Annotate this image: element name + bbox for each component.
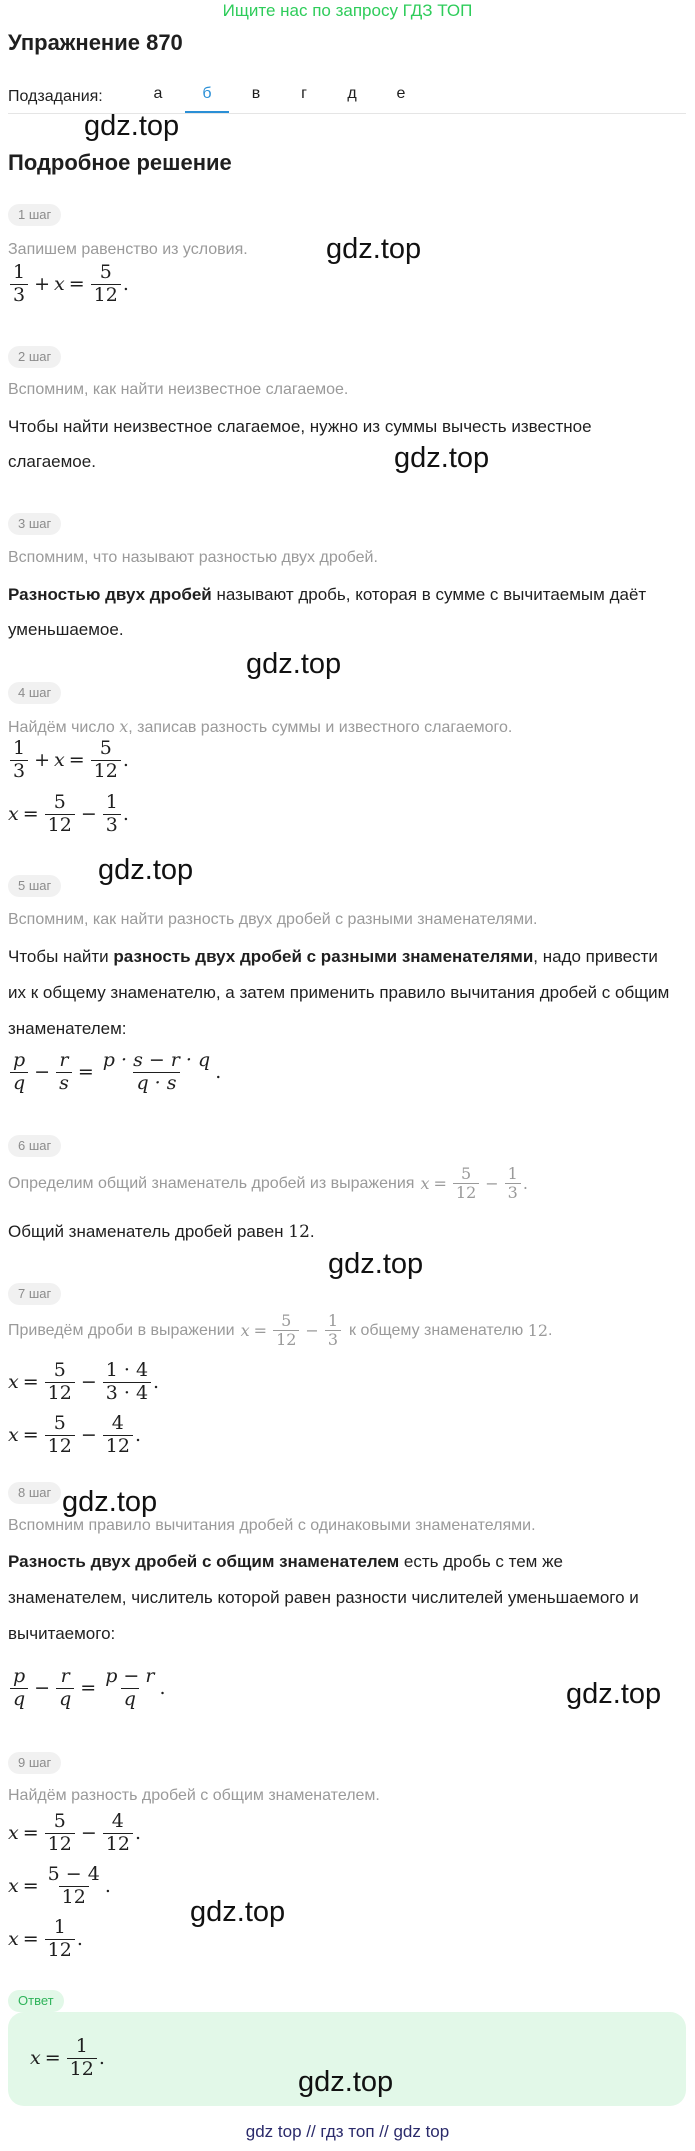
tab-e[interactable]: е xyxy=(396,85,406,102)
tab-b[interactable]: б xyxy=(185,85,229,113)
answer-formula: x = $\frac{1}{12}$ . xyxy=(30,2035,105,2080)
watermark: gdz.top xyxy=(298,2066,394,2098)
watermark: gdz.top xyxy=(62,1486,158,1518)
step-hint: Приведём дроби в выражении x = $\frac{5}{12}$ − $\frac{1}{3}$ к общему знаменателю 12 . xyxy=(8,1311,553,1350)
top-banner[interactable]: Ищите нас по запросу ГДЗ ТОП xyxy=(222,1,473,20)
rule-formula: $\frac{p}{q}$ − $\frac{r}{q}$ = $\frac{p - r}{q}$ . xyxy=(8,1666,165,1711)
step-hint: Запишем равенство из условия. xyxy=(8,241,248,258)
page-title: Упражнение 870 xyxy=(8,30,183,55)
step-hint: Вспомним, как найти разность двух дробей с разными знаменателями. xyxy=(8,911,538,928)
bold-term: разность двух дробей с разными знаменателями xyxy=(113,947,534,966)
watermark: gdz.top xyxy=(328,1248,424,1280)
watermark: gdz.top xyxy=(190,1896,286,1928)
equation: $\frac{1}{3}$ + x = $\frac{5}{12}$ . xyxy=(8,738,129,783)
step-hint: Вспомним, как найти неизвестное слагаемое. xyxy=(8,381,349,398)
rule-formula: $\frac{p}{q}$ − $\frac{r}{s}$ = $\frac{p \cdot s - r \cdot q}{q \cdot s}$ . xyxy=(8,1050,221,1095)
watermark: gdz.top xyxy=(394,442,490,474)
footer-links[interactable]: gdz top // гдз топ // gdz top xyxy=(245,2122,450,2141)
step-text: Общий знаменатель дробей равен 12. xyxy=(8,1222,315,1242)
watermark: gdz.top xyxy=(326,233,422,265)
tab-g[interactable]: г xyxy=(301,85,307,102)
equation: x = $\frac{5}{12}$ − $\frac{1 \cdot 4}{3 \cdot 4}$ . xyxy=(8,1359,160,1404)
step-hint: Вспомним правило вычитания дробей с одинаковыми знаменателями. xyxy=(8,1517,536,1534)
section-title: Подробное решение xyxy=(8,150,232,175)
tab-d[interactable]: д xyxy=(347,85,357,102)
equation: x = $\frac{5}{12}$ − $\frac{4}{12}$ . xyxy=(8,1412,141,1457)
step-badge: 6 шаг xyxy=(8,1135,61,1157)
step-badge: 5 шаг xyxy=(8,875,61,897)
equation: x = $\frac{5}{12}$ − $\frac{4}{12}$ . xyxy=(8,1810,141,1855)
step-badge: 3 шаг xyxy=(8,513,61,535)
subtasks-label: Подзадания: xyxy=(8,88,103,105)
tab-v[interactable]: в xyxy=(251,85,261,102)
bold-term: Разность двух дробей с общим знаменателем xyxy=(8,1552,400,1571)
step-badge: 7 шаг xyxy=(8,1283,61,1305)
step-hint: Вспомним, что называют разностью двух дробей. xyxy=(8,549,378,566)
equation: x = $\frac{1}{12}$ . xyxy=(8,1916,83,1961)
step-hint: Определим общий знаменатель дробей из выражения x = $\frac{5}{12}$ − $\frac{1}{3}$ . xyxy=(8,1164,528,1203)
answer-badge: Ответ xyxy=(8,1990,64,2012)
equation: x = $\frac{5 - 4}{12}$ . xyxy=(8,1863,111,1908)
equation: x = $\frac{5}{12}$ − $\frac{1}{3}$ . xyxy=(8,791,129,836)
tab-a[interactable]: а xyxy=(153,85,163,102)
bold-term: Разностью двух дробей xyxy=(8,585,212,604)
equation: $\frac{1}{3}$ + x = $\frac{5}{12}$ . xyxy=(8,262,129,307)
step-hint: Найдём разность дробей с общим знаменателем. xyxy=(8,1787,380,1804)
watermark: gdz.top xyxy=(566,1678,662,1710)
step-badge: 4 шаг xyxy=(8,682,61,704)
step-badge: 2 шаг xyxy=(8,346,61,368)
step-text: Разность двух дробей с общим знаменателем есть дробь с тем же знаменателем, числитель которой равен разности числителей уменьшаемого и вычитаемого: xyxy=(8,1552,639,1643)
step-text: Чтобы найти разность двух дробей с разными знаменателями, надо привести их к общему знаменателю, а затем применить правило вычитания дробей с общим знаменателем: xyxy=(8,947,670,1038)
step-badge: 8 шаг xyxy=(8,1482,61,1504)
watermark: gdz.top xyxy=(98,854,194,886)
step-hint: Найдём число x, записав разность суммы и известного слагаемого. xyxy=(8,717,513,736)
watermark: gdz.top xyxy=(246,648,342,680)
step-text: Разностью двух дробей называют дробь, которая в сумме с вычитаемым даёт уменьшаемое. xyxy=(8,585,647,639)
watermark: gdz.top xyxy=(84,110,180,142)
step-text: Чтобы найти неизвестное слагаемое, нужно из суммы вычесть известное слагаемое. xyxy=(8,417,592,471)
step-badge: 1 шаг xyxy=(8,204,61,226)
step-badge: 9 шаг xyxy=(8,1752,61,1774)
